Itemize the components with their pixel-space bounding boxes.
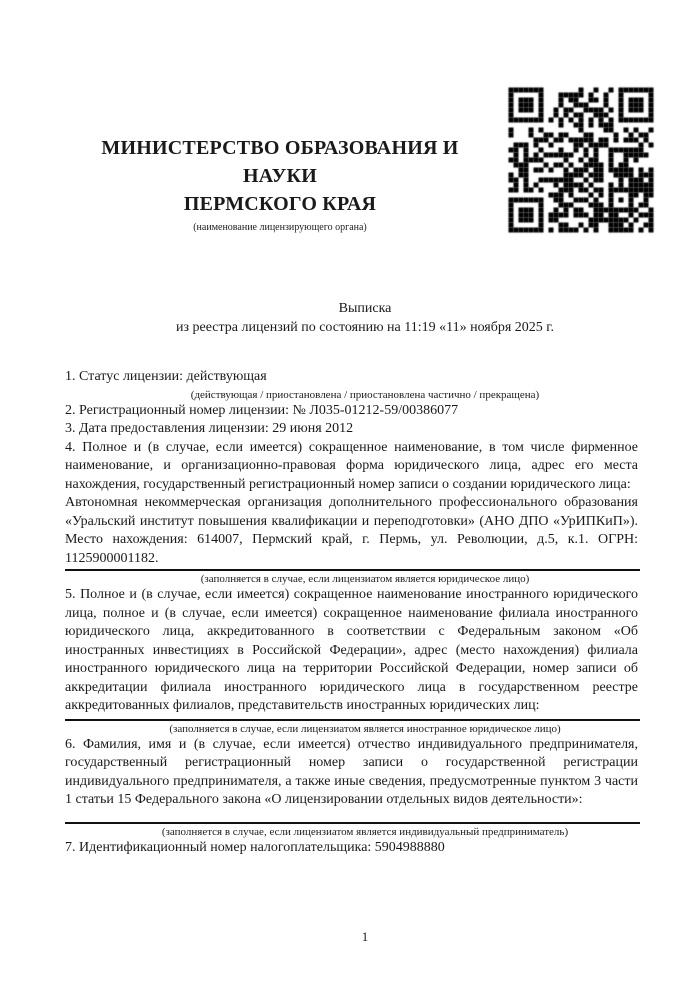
item-5-foreign-entity: 5. Полное и (в случае, если имеется) сокращенное наименование иностранного юридического лица, полное и (в случае, если имеется) сокращенное наименование филиала иностранного юридического лица, аккредитованного в соответствии с Федеральным законом «Об иностранных инвестициях в Российской Федерации», адрес (место нахождения) филиала иностранного юридического лица на территории Российской Федерации, номер записи об аккредитации филиала иностранного юридического лица в государственном реестре аккредитованных филиалов, представительств иностранных юридических лиц: (65, 587, 638, 713)
extract-subtitle: из реестра лицензий по состоянию на 11:19 «11» ноября 2025 г. (176, 320, 554, 335)
extract-title: Выписка (338, 301, 392, 316)
ministry-caption: (наименование лицензирующего органа) (193, 222, 367, 233)
item-5-caption: (заполняется в случае, если лицензиатом является иностранное юридическое лицо) (169, 722, 561, 735)
item-3-grant-date: 3. Дата предоставления лицензии: 29 июня 2012 (65, 421, 354, 436)
item-4-legal-entity-details: Автономная некоммерческая организация дополнительного профессионального образования «Уральский институт повышения квалификации и переподготовки» (АНО ДПО «УрИПКиП»). Место нахождения: 614007, Пермский край, г. Пермь, ул. Революции, д.5, к.1. ОГРН: 1125900001182. (65, 495, 638, 566)
licensing-authority-header (64, 134, 496, 234)
blank-field-line-foreign-entity (65, 719, 640, 721)
item-4-legal-entity-intro: 4. Полное и (в случае, если имеется) сокращенное наименование, в том числе фирменное наименование, и организационно-правовая форма юридического лица, адрес его места нахождения, государственный регистрационный номер записи о создании юридического лица: (65, 439, 638, 492)
item-2-registration-number: 2. Регистрационный номер лицензии: № Л035-01212-59/00386077 (65, 402, 459, 418)
ministry-name-line2: ПЕРМСКОГО КРАЯ (183, 193, 377, 215)
extract-body (65, 368, 638, 857)
qr-code-container (505, 84, 657, 236)
blank-field-line-entrepreneur (65, 822, 640, 824)
item-6-entrepreneur: 6. Фамилия, имя и (в случае, если имеется) отчество индивидуального предпринимателя, государственный регистрационный номер записи о государственной регистрации индивидуального предпринимателя, а также иные сведения, предусмотренные пунктом 3 части 1 статьи 15 Федерального закона «О лицензировании отдельных видов деятельности»: (65, 736, 638, 807)
extract-title-block (65, 299, 665, 337)
item-1-license-status: 1. Статус лицензии: действующая (65, 369, 267, 384)
item-7-taxpayer-number: 7. Идентификационный номер налогоплательщика: 5904988880 (65, 839, 445, 855)
item-4-caption: (заполняется в случае, если лицензиатом является юридическое лицо) (200, 573, 530, 585)
item-1-caption: (действующая / приостановлена / приостановлена частично / прекращена) (190, 388, 540, 401)
blank-field-line-legal-entity (65, 569, 640, 571)
ministry-name-line1: МИНИСТЕРСТВО ОБРАЗОВАНИЯ И НАУКИ (101, 137, 459, 187)
qr-code-icon (505, 84, 657, 236)
page-number: 1 (361, 929, 369, 944)
item-6-caption: (заполняется в случае, если лицензиатом является индивидуальный предприниматель) (161, 825, 569, 838)
